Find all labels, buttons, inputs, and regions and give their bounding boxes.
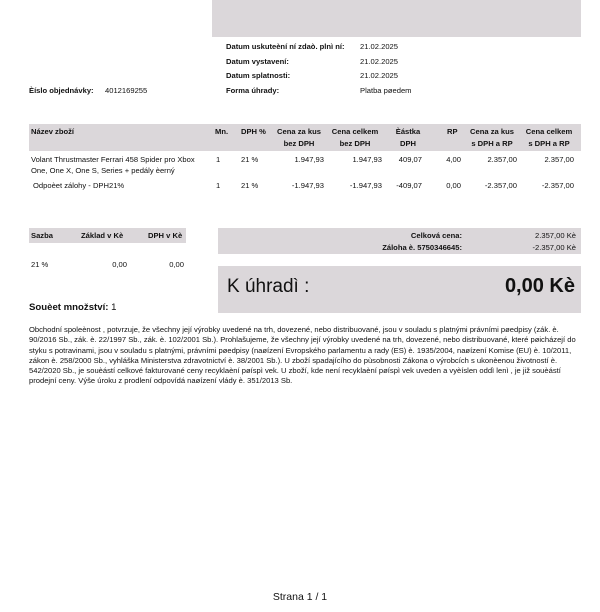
col-header-rp: RP: [447, 127, 458, 136]
amount-due-box: [218, 266, 581, 313]
col-header-vat-amount-line1: Èástka: [395, 127, 421, 136]
item-vat: 21 %: [241, 155, 259, 164]
quantity-sum-value: 1: [111, 302, 117, 313]
col-header-vat-amount: [391, 126, 425, 150]
vat-col-vat: DPH v Kè: [148, 231, 183, 240]
advance-label: Záloha è. 5750346645:: [382, 243, 462, 252]
legal-notice: Obchodní spoleènost , potvrzuje, že všechny její výrobky uvedené na trh, dovezené, nebo distribuované, jsou v souladu s platnými právními pøedpisy (zák. è. 90/2016 Sb., zák. è. 22/1997 Sb., zák. è. 102/2001 Sb.). Prohlašujeme, že všechny její výrobky uvedené na trh, dovezené, nebo distribuované, které pøicházejí do styku s potravinami, jsou v souladu s platnými, právními pøedpisy (naøízení Evropského parlamentu a rady (ES) è. 1935/2004, naøízení Komise (EU) è. 10/2011, zákon è. 258/2000 Sb., vyhláška Ministerstva zdravotnictví è. 38/2001 Sb.). U zboží spadajícího do pùsobnosti Zákona o výrobcích s ukonèenou životností è. 542/2020 Sb., je souèástí celkové fakturované ceny recyklaèní pøíspì vek. U zboží, kde není recyklaèní pøíspì vek uveden a vyèíslen oddì lenì , je již souèástí prodejní ceny. Výše úroku z prodlení odpovídá naøízení vlády è. 351/2013 Sb.: [29, 325, 576, 386]
vat-table-header: [29, 228, 186, 243]
taxable-date-label: Datum uskuteèní ní zdaò. plnì ní:: [226, 42, 345, 51]
payment-method-value: Platba pøedem: [360, 86, 412, 95]
item-unit-rp: 2.357,00: [487, 155, 517, 164]
col-header-name: Název zboží: [31, 127, 75, 136]
taxable-date-value: 21.02.2025: [360, 42, 399, 51]
col-header-unit-rp: [465, 126, 519, 150]
quantity-sum-label: Souèet množství:: [29, 302, 109, 313]
item-unit-price: 1.947,93: [294, 155, 324, 164]
item-total-rp: 2.357,00: [544, 155, 574, 164]
col-header-total-line2: bez DPH: [339, 139, 371, 148]
col-header-unit-price: [272, 126, 326, 150]
due-date-value: 21.02.2025: [360, 71, 399, 80]
order-number-value: 4012169255: [105, 86, 148, 95]
header-band: [212, 0, 581, 37]
item-total: 1.947,93: [352, 155, 382, 164]
item-qty: 1: [216, 181, 221, 190]
item-total-rp: -2.357,00: [541, 181, 574, 190]
col-header-vat: DPH %: [241, 127, 266, 136]
item-name-line2: One, One X, One S, Series + pedály èerný: [31, 166, 175, 175]
col-header-unit-price-line1: Cena za kus: [277, 127, 321, 136]
vat-col-rate: Sazba: [31, 231, 53, 240]
col-header-unit-rp-line1: Cena za kus: [470, 127, 514, 136]
col-header-total-rp-line1: Cena celkem: [525, 127, 573, 136]
item-name-line1: Volant Thrustmaster Ferrari 458 Spider pro Xbox: [31, 155, 195, 164]
col-header-total-rp: [521, 126, 577, 150]
total-price-label: Celková cena:: [410, 231, 462, 240]
vat-base: 0,00: [112, 260, 127, 269]
item-unit-price: -1.947,93: [291, 181, 324, 190]
page-number: Strana 1 / 1: [272, 591, 328, 603]
col-header-total-rp-line2: s DPH a RP: [528, 139, 570, 148]
quantity-sum: [29, 302, 116, 313]
order-number-label: Èíslo objednávky:: [29, 86, 94, 95]
item-vat-amount: -409,07: [396, 181, 422, 190]
issue-date-label: Datum vystavení:: [226, 57, 289, 66]
item-unit-rp: -2.357,00: [484, 181, 517, 190]
item-vat: 21 %: [241, 181, 259, 190]
amount-due-value: 0,00 Kè: [504, 275, 575, 297]
issue-date-value: 21.02.2025: [360, 57, 399, 66]
totals-box: [218, 228, 581, 254]
vat-amount: 0,00: [169, 260, 184, 269]
col-header-qty: Mn.: [215, 127, 229, 136]
col-header-total: [327, 126, 383, 150]
items-table-header: [29, 124, 581, 151]
col-header-total-line1: Cena celkem: [331, 127, 379, 136]
item-total: -1.947,93: [349, 181, 382, 190]
item-name-line1: Odpoèet zálohy - DPH21%: [33, 181, 125, 190]
total-price-value: 2.357,00 Kè: [535, 231, 576, 240]
vat-col-base: Základ v Kè: [81, 231, 124, 240]
advance-value: -2.357,00 Kè: [532, 243, 576, 252]
item-rp: 0,00: [446, 181, 461, 190]
amount-due-label: K úhradì :: [227, 276, 310, 297]
payment-method-label: Forma úhrady:: [226, 86, 280, 95]
item-rp: 4,00: [446, 155, 461, 164]
vat-rate: 21 %: [31, 260, 49, 269]
col-header-vat-amount-line2: DPH: [399, 139, 417, 148]
col-header-unit-rp-line2: s DPH a RP: [471, 139, 513, 148]
item-vat-amount: 409,07: [398, 155, 422, 164]
col-header-unit-price-line2: bez DPH: [283, 139, 315, 148]
due-date-label: Datum splatnosti:: [226, 71, 291, 80]
item-qty: 1: [216, 155, 221, 164]
